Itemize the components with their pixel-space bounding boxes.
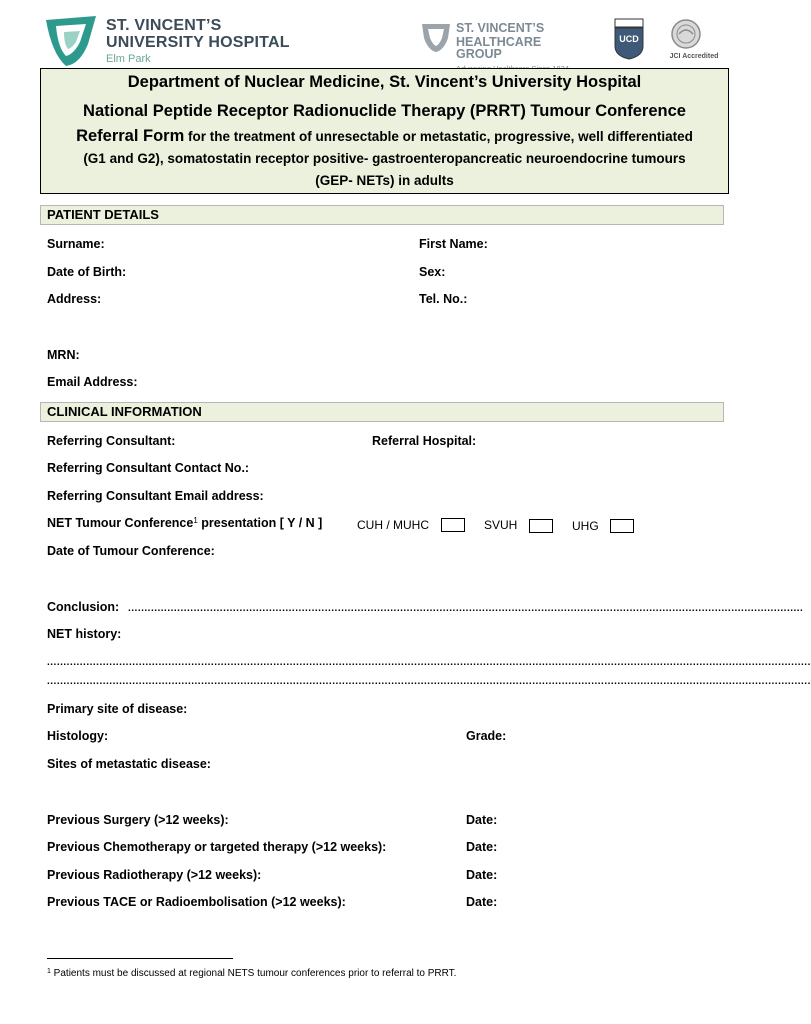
form-label: Referral Form (76, 127, 185, 145)
title-box (40, 68, 729, 194)
dob-label: Date of Birth: (47, 265, 127, 279)
option-uhg-label: UHG (572, 519, 599, 533)
svuh-logo-line1: ST. VINCENT’S (106, 17, 222, 34)
conclusion-dotted-line[interactable]: .............................................................................................................................................................................................................. (128, 603, 804, 614)
net-conference-tail: presentation [ Y / N ] (197, 516, 323, 530)
svuh-emblem-icon (42, 14, 100, 68)
referring-consultant-label: Referring Consultant: (47, 434, 176, 448)
metastatic-sites-label: Sites of metastatic disease: (47, 757, 211, 771)
svuh-logo-line2: UNIVERSITY HOSPITAL (106, 34, 290, 51)
footnote (47, 968, 456, 979)
previous-tace-label: Previous TACE or Radioembolisation (>12 weeks): (47, 895, 346, 909)
net-conference-text: NET Tumour Conference (47, 516, 194, 530)
footnote-text: Patients must be discussed at regional NETS tumour conferences prior to referral to PRRT. (50, 968, 457, 979)
mrn-label: MRN: (47, 348, 80, 362)
jci-label: JCI Accredited (669, 53, 719, 60)
conclusion-label: Conclusion: (47, 600, 120, 614)
svuh-logo (42, 14, 292, 68)
svuh-checkbox[interactable] (529, 519, 553, 533)
surgery-date-label: Date: (466, 813, 498, 827)
chemo-date-label: Date: (466, 840, 498, 854)
description-line3: (GEP- NETs) in adults (315, 173, 454, 188)
description-line2: (G1 and G2), somatostatin receptor positive- gastroenteropancreatic neuroendocrine tumours (83, 151, 686, 166)
cuh-checkbox[interactable] (441, 518, 465, 532)
consultant-email-label: Referring Consultant Email address: (47, 489, 264, 503)
option-svuh-label: SVUH (484, 518, 518, 532)
svhg-logo (420, 20, 590, 64)
jci-seal-icon (668, 18, 720, 52)
form-description (41, 125, 728, 192)
patient-email-label: Email Address: (47, 375, 138, 389)
department-title: Department of Nuclear Medicine, St. Vincent’s University Hospital (127, 73, 642, 91)
net-history-dotted-line-1[interactable]: ......................................................................................................................................................................................................................................... (47, 657, 811, 668)
description-line1: for the treatment of unresectable or metastatic, progressive, well differentiated (184, 129, 693, 144)
net-history-dotted-line-2[interactable]: ......................................................................................................................................................................................................................................... (47, 676, 811, 687)
footnote-rule (47, 958, 233, 959)
date-conference-label: Date of Tumour Conference: (47, 544, 215, 558)
consultant-contact-label: Referring Consultant Contact No.: (47, 461, 250, 475)
clinical-info-heading: CLINICAL INFORMATION (40, 402, 724, 422)
svhg-logo-line1: ST. VINCENT’S (456, 21, 545, 35)
footnote-ref: 1 (193, 516, 198, 525)
ucd-crest-icon (614, 18, 644, 60)
previous-surgery-label: Previous Surgery (>12 weeks): (47, 813, 229, 827)
conference-title: National Peptide Receptor Radionuclide Therapy (PRRT) Tumour Conference (83, 102, 686, 120)
surname-label: Surname: (47, 237, 105, 251)
tace-date-label: Date: (466, 895, 498, 909)
uhg-checkbox[interactable] (610, 519, 634, 533)
primary-site-label: Primary site of disease: (47, 702, 188, 716)
grade-label: Grade: (466, 729, 507, 743)
referral-hospital-label: Referral Hospital: (372, 434, 477, 448)
histology-label: Histology: (47, 729, 109, 743)
net-history-label: NET history: (47, 627, 122, 641)
radio-date-label: Date: (466, 868, 498, 882)
ucd-crest-text: UCD (619, 34, 639, 44)
svhg-shield-icon (420, 20, 452, 54)
option-cuh-label: CUH / MUHC (357, 518, 429, 532)
tel-label: Tel. No.: (419, 292, 468, 306)
previous-chemo-label: Previous Chemotherapy or targeted therapy (>12 weeks): (47, 840, 387, 854)
address-label: Address: (47, 292, 102, 306)
svhg-logo-line2: HEALTHCARE GROUP (456, 34, 542, 61)
net-conference-label (47, 516, 322, 530)
footnote-marker: 1 (47, 968, 51, 975)
first-name-label: First Name: (419, 237, 488, 251)
sex-label: Sex: (419, 265, 446, 279)
previous-radio-label: Previous Radiotherapy (>12 weeks): (47, 868, 262, 882)
jci-logo (668, 18, 720, 64)
svuh-logo-line3: Elm Park (106, 53, 151, 65)
patient-details-heading: PATIENT DETAILS (40, 205, 724, 225)
